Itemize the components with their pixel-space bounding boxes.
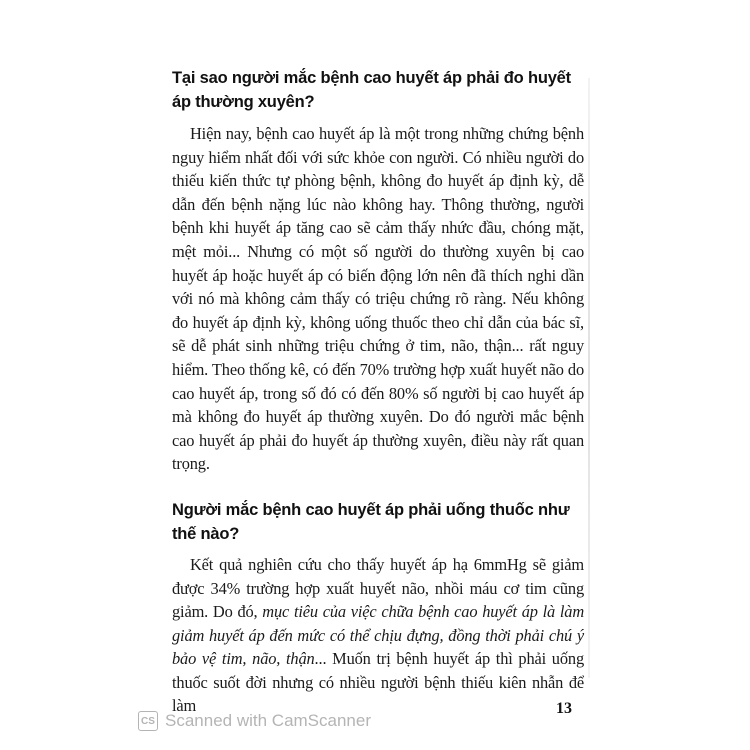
paragraph-2: [172, 553, 584, 718]
page-number: 13: [556, 700, 572, 717]
paragraph-2-text-end: ... Muốn trị bệnh huyết áp thì phải uống thuốc suốt đời nhưng có nhiều người bệnh thiếu kiên nhẫn để làm: [172, 649, 584, 716]
paragraph-2-text-start: Kết quả nghiên cứu cho thấy huyết áp hạ 6mmHg sẽ giảm được 34% trường hợp xuất huyết não, nhồi máu cơ tim cũng giảm. Do đó,: [172, 554, 584, 622]
page-content: [172, 66, 584, 718]
camscanner-watermark: [138, 708, 371, 734]
section-heading-1: Tại sao người mắc bệnh cao huyết áp phải đo huyết áp thường xuyên?: [172, 69, 571, 111]
section-heading-2: Người mắc bệnh cao huyết áp phải uống thuốc như thế nào?: [172, 500, 570, 543]
watermark-text: Scanned with CamScanner: [165, 711, 372, 730]
paragraph-1: Hiện nay, bệnh cao huyết áp là một trong những chứng bệnh nguy hiểm nhất đối với sức khỏe con người. Có nhiều người do thiếu kiến thức tự phòng bệnh, không đo huyết áp định kỳ, dễ dẫn đến bệnh nặng lúc nào không hay. Thông thường, người bệnh khi huyết áp tăng cao sẽ cảm thấy nhức đầu, chóng mặt, mệt mỏi... Nhưng có một số người do thường xuyên bị cao huyết áp hoặc huyết áp có biến động lớn nên đã thích nghi dần với nó mà không cảm thấy có triệu chứng rõ ràng. Nếu không đo huyết áp định kỳ, không uống thuốc theo chỉ dẫn của bác sĩ, sẽ dễ phát sinh những triệu chứng ở tim, não, thận... rất nguy hiểm. Theo thống kê, có đến 70% trường hợp xuất huyết não do cao huyết áp, trong số đó có đến 80% số người bị cao huyết áp mà không đo huyết áp thường xuyên. Do đó người mắc bệnh cao huyết áp phải đo huyết áp thường xuyên, điều này rất quan trọng.: [172, 124, 584, 474]
camscanner-logo-icon: CS: [138, 711, 158, 731]
page-shadow-divider: [588, 78, 590, 678]
paragraph-2-italic-text: mục tiêu của việc chữa bệnh cao huyết áp là làm giảm huyết áp đến mức có thể chịu đựng, đồng thời phải chú ý bảo vệ tim, não, thận: [172, 602, 585, 669]
